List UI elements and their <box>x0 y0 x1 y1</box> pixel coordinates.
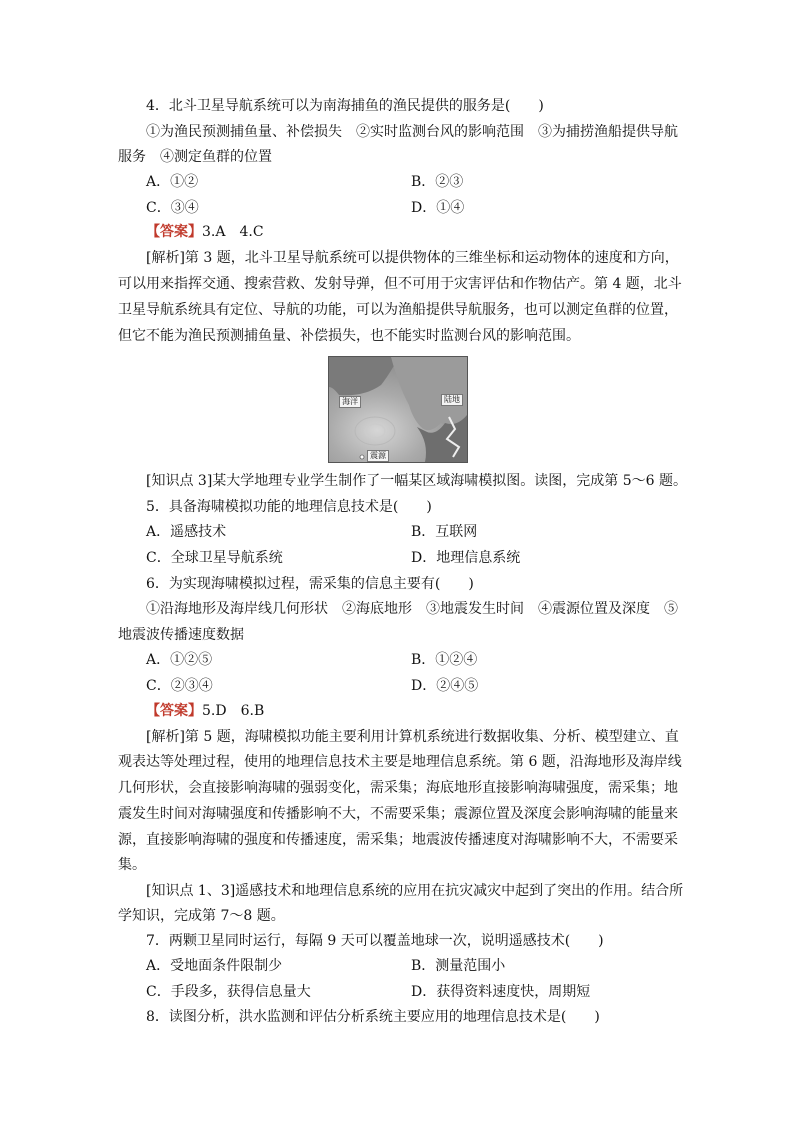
label-ocean: 海洋 <box>339 396 361 408</box>
q7-option-c: C．手段多，获得信息量大 <box>146 984 311 1000</box>
label-source: 震源 <box>367 450 389 462</box>
q6-option-b: B．①②④ <box>411 652 478 668</box>
map-graphic <box>329 357 467 462</box>
q7-option-d: D．获得资料速度快，周期短 <box>411 984 591 1000</box>
q6-option-d: D．②④⑤ <box>411 678 479 694</box>
intro-7-8-line2: 学知识，完成第 7～8 题。 <box>118 908 285 924</box>
answer-text: 5.D 6.B <box>202 703 265 719</box>
explanation-3-4-line: 可以用来指挥交通、搜索营救、发射导弹，但不可用于灾害评估和作物估产。第 4 题，北斗 <box>118 276 682 292</box>
q5-stem: 5．具备海啸模拟功能的地理信息技术是( ) <box>146 499 432 515</box>
q4-items-line2: 服务 ④测定鱼群的位置 <box>118 149 272 165</box>
q6-option-c: C．②③④ <box>146 678 213 694</box>
answer-tag: 【答案】 <box>146 703 202 719</box>
q7-option-a: A．受地面条件限制少 <box>146 958 283 974</box>
q4-option-c: C．③④ <box>146 200 199 216</box>
q4-option-b: B．②③ <box>411 174 464 190</box>
intro-7-8-line1: [知识点 1、3]遥感技术和地理信息系统的应用在抗灾减灾中起到了突出的作用。结合所 <box>146 883 684 899</box>
q5-option-a: A．遥感技术 <box>146 524 227 540</box>
explanation-5-6-line: 集。 <box>118 857 146 873</box>
tsunami-simulation-map <box>328 356 468 463</box>
q5-option-d: D．地理信息系统 <box>411 550 521 566</box>
q4-option-a: A．①② <box>146 174 199 190</box>
q6-option-a: A．①②⑤ <box>146 652 213 668</box>
q7-option-b: B．测量范围小 <box>411 958 506 974</box>
q7-stem: 7．两颗卫星同时运行，每隔 9 天可以覆盖地球一次，说明遥感技术( ) <box>146 933 604 949</box>
answer-text: 3.A 4.C <box>202 224 264 240</box>
q4-option-d: D．①④ <box>411 200 465 216</box>
intro-5-6: [知识点 3]某大学地理专业学生制作了一幅某区域海啸模拟图。读图，完成第 5～6 题。 <box>146 473 687 489</box>
explanation-5-6-line: 震发生时间对海啸强度和传播影响不大，不需要采集；震源位置及深度会影响海啸的能量来 <box>118 806 678 822</box>
q4-stem: 4．北斗卫星导航系统可以为南海捕鱼的渔民提供的服务是( ) <box>146 98 544 114</box>
explanation-5-6-line: 源，直接影响海啸的强度和传播速度，需采集；地震波传播速度对海啸影响不大，不需要采 <box>118 832 678 848</box>
epicenter-marker <box>360 455 364 459</box>
explanation-5-6-line: 观表达等处理过程，使用的地理信息技术主要是地理信息系统。第 6 题，沿海地形及海岸线 <box>118 754 682 770</box>
explanation-5-6-line: [解析]第 5 题，海啸模拟功能主要利用计算机系统进行数据收集、分析、模型建立、直 <box>146 729 679 745</box>
q5-option-b: B．互联网 <box>411 524 478 540</box>
label-land: 陆地 <box>441 394 463 406</box>
answer-3-4 <box>146 222 678 242</box>
q6-stem: 6．为实现海啸模拟过程，需采集的信息主要有( ) <box>146 576 474 592</box>
explanation-3-4-line: 卫星导航系统具有定位、导航的功能，可以为渔船提供导航服务，也可以测定鱼群的位置， <box>118 302 678 318</box>
q6-items-line1: ①沿海地形及海岸线几何形状 ②海底地形 ③地震发生时间 ④震源位置及深度 ⑤ <box>146 601 678 617</box>
answer-tag: 【答案】 <box>146 224 202 240</box>
q6-items-line2: 地震波传播速度数据 <box>118 627 244 643</box>
explanation-3-4-line: 但它不能为渔民预测捕鱼量、补偿损失，也不能实时监测台风的影响范围。 <box>118 328 580 344</box>
q4-items-line1: ①为渔民预测捕鱼量、补偿损失 ②实时监测台风的影响范围 ③为捕捞渔船提供导航 <box>146 124 678 140</box>
q8-stem: 8．读图分析，洪水监测和评估分析系统主要应用的地理信息技术是( ) <box>146 1009 600 1025</box>
answer-5-6 <box>146 701 678 721</box>
q5-option-c: C．全球卫星导航系统 <box>146 550 283 566</box>
explanation-3-4-line: [解析]第 3 题，北斗卫星导航系统可以提供物体的三维坐标和运动物体的速度和方向， <box>146 250 679 266</box>
explanation-5-6-line: 几何形状，会直接影响海啸的强弱变化，需采集；海底地形直接影响海啸强度，需采集；地 <box>118 780 678 796</box>
